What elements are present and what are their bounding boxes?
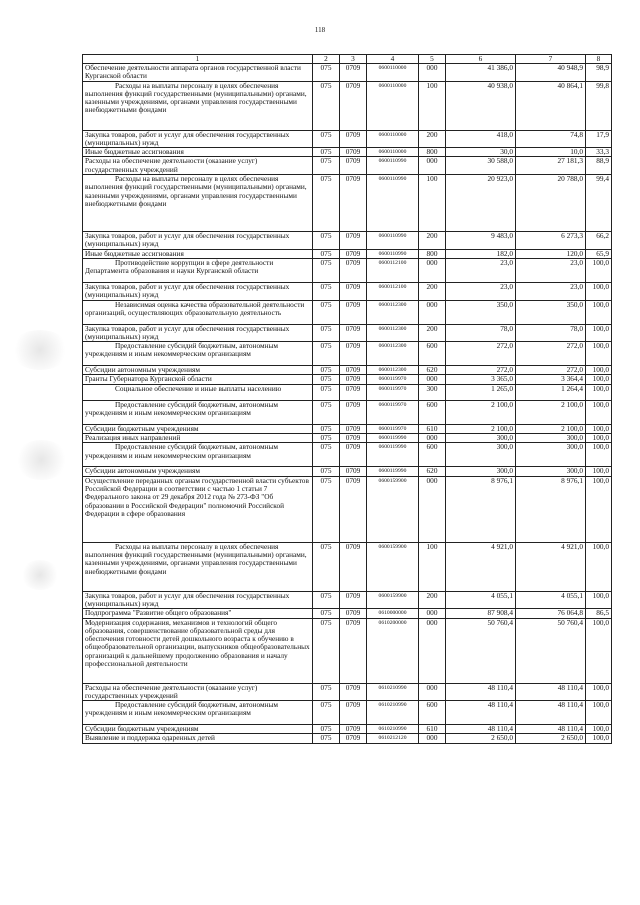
scan-smudge [14,440,69,480]
cell-vr: 100 [419,175,446,232]
cell-plan: 48 110,4 [446,683,516,701]
cell-vr: 000 [419,476,446,542]
cell-csr: 0600112300 [367,342,419,366]
cell-pct: 100,0 [586,591,612,609]
cell-name: Осуществление переданных органам государственной власти субъектов Российской Федерации в соответствии с частью 1 статьи 7 Федерального закона от 29 декабря 2012 года № 273-ФЗ "Об образовании в Российской Федерации" полномочий Российской Федерации в сфере образования [83,476,313,542]
cell-vr: 600 [419,443,446,467]
cell-fact: 300,0 [516,443,586,467]
cell-plan: 4 055,1 [446,591,516,609]
cell-ved: 075 [313,148,340,157]
cell-name: Модернизация содержания, механизмов и технологий общего образования, совершенствование образовательной среды для обеспечения готовности детей дошкольного возраста к обучению в общеобразовательной организации, выпускников общеобразовательных организаций к дальнейшему продолжению образования и началу профессиональной деятельности [83,618,313,683]
cell-csr: 0600119970 [367,375,419,384]
cell-name: Субсидии бюджетным учреждениям [83,424,313,433]
cell-fact: 8 976,1 [516,476,586,542]
cell-ved: 075 [313,81,340,130]
cell-ved: 075 [313,157,340,175]
cell-pct: 100,0 [586,467,612,476]
cell-ved: 075 [313,64,340,82]
cell-ved: 075 [313,375,340,384]
cell-rz: 0709 [340,300,367,324]
cell-vr: 000 [419,300,446,324]
cell-rz: 0709 [340,618,367,683]
cell-rz: 0709 [340,384,367,400]
cell-rz: 0709 [340,542,367,591]
cell-ved: 075 [313,258,340,282]
cell-pct: 98,9 [586,64,612,82]
cell-csr: 0600110990 [367,175,419,232]
cell-vr: 200 [419,591,446,609]
table-row [83,324,612,342]
cell-vr: 800 [419,249,446,258]
cell-csr: 0600112300 [367,324,419,342]
cell-pct: 99,8 [586,81,612,130]
cell-pct: 88,9 [586,157,612,175]
cell-plan: 23,0 [446,282,516,300]
cell-name: Закупка товаров, работ и услуг для обеспечения государственных (муниципальных) нужд [83,324,313,342]
cell-name: Закупка товаров, работ и услуг для обеспечения государственных (муниципальных) нужд [83,130,313,148]
cell-fact: 40 864,1 [516,81,586,130]
cell-rz: 0709 [340,232,367,250]
cell-pct: 100,0 [586,342,612,366]
cell-plan: 2 100,0 [446,424,516,433]
cell-rz: 0709 [340,175,367,232]
cell-plan: 87 908,4 [446,609,516,618]
cell-fact: 27 181,3 [516,157,586,175]
cell-name: Иные бюджетные ассигнования [83,148,313,157]
cell-name: Расходы на обеспечение деятельности (оказание услуг) государственных учреждений [83,683,313,701]
cell-vr: 610 [419,725,446,734]
cell-pct: 100,0 [586,300,612,324]
cell-ved: 075 [313,609,340,618]
table-row [83,434,612,443]
page-number: 118 [314,26,326,34]
cell-fact: 2 650,0 [516,734,586,743]
cell-pct: 100,0 [586,424,612,433]
table-row [83,366,612,375]
cell-pct: 66,2 [586,232,612,250]
cell-pct: 100,0 [586,282,612,300]
cell-name: Расходы на выплаты персоналу в целях обеспечения выполнения функций государственными (муниципальными) органами, казенными учреждениями, органами управления государственными внебюджетными фондами [83,542,313,591]
col-header: 7 [516,55,586,64]
table-row [83,81,612,130]
cell-fact: 10,0 [516,148,586,157]
cell-ved: 075 [313,366,340,375]
cell-name: Закупка товаров, работ и услуг для обеспечения государственных (муниципальных) нужд [83,232,313,250]
cell-ved: 075 [313,324,340,342]
cell-rz: 0709 [340,400,367,424]
cell-pct: 17,9 [586,130,612,148]
cell-vr: 620 [419,366,446,375]
cell-csr: 0600110000 [367,64,419,82]
cell-vr: 100 [419,81,446,130]
cell-csr: 0600110990 [367,249,419,258]
table-row [83,467,612,476]
cell-rz: 0709 [340,148,367,157]
cell-pct: 100,0 [586,434,612,443]
cell-ved: 075 [313,683,340,701]
cell-rz: 0709 [340,683,367,701]
cell-csr: 0600119990 [367,443,419,467]
cell-plan: 50 760,4 [446,618,516,683]
cell-vr: 600 [419,400,446,424]
cell-plan: 40 938,0 [446,81,516,130]
cell-name: Субсидии бюджетным учреждениям [83,725,313,734]
table-row [83,734,612,743]
cell-fact: 23,0 [516,258,586,282]
cell-name: Предоставление субсидий бюджетным, автономным учреждениям и иным некоммерческим организациям [83,443,313,467]
cell-rz: 0709 [340,434,367,443]
cell-name: Расходы на выплаты персоналу в целях обеспечения выполнения функций государственными (муниципальными) органами, казенными учреждениями, органами управления государственными внебюджетными фондами [83,175,313,232]
cell-fact: 78,0 [516,324,586,342]
cell-name: Гранты Губернатора Курганской области [83,375,313,384]
cell-plan: 8 976,1 [446,476,516,542]
cell-csr: 0610210990 [367,725,419,734]
col-header: 4 [367,55,419,64]
cell-ved: 075 [313,476,340,542]
cell-fact: 23,0 [516,282,586,300]
cell-fact: 74,8 [516,130,586,148]
table-row [83,300,612,324]
cell-csr: 0610212120 [367,734,419,743]
cell-fact: 4 055,1 [516,591,586,609]
cell-csr: 0610210990 [367,683,419,701]
table-row [83,424,612,433]
cell-ved: 075 [313,342,340,366]
cell-fact: 2 100,0 [516,424,586,433]
cell-rz: 0709 [340,476,367,542]
cell-rz: 0709 [340,424,367,433]
cell-name: Субсидии автономным учреждениям [83,467,313,476]
cell-ved: 075 [313,542,340,591]
cell-rz: 0709 [340,701,367,725]
cell-pct: 100,0 [586,618,612,683]
cell-fact: 300,0 [516,467,586,476]
cell-plan: 182,0 [446,249,516,258]
table-row [83,542,612,591]
table-row [83,609,612,618]
cell-plan: 30 588,0 [446,157,516,175]
cell-csr: 0600112100 [367,258,419,282]
table-body [83,64,612,744]
cell-ved: 075 [313,618,340,683]
table-row [83,232,612,250]
cell-pct: 100,0 [586,701,612,725]
cell-csr: 0600110000 [367,148,419,157]
table-row [83,157,612,175]
table-row [83,282,612,300]
cell-csr: 0600119970 [367,424,419,433]
cell-vr: 200 [419,324,446,342]
cell-plan: 30,0 [446,148,516,157]
cell-csr: 0600110000 [367,130,419,148]
cell-csr: 0600119990 [367,434,419,443]
cell-name: Расходы на обеспечение деятельности (оказание услуг) государственных учреждений [83,157,313,175]
cell-plan: 48 110,4 [446,725,516,734]
cell-name: Независимая оценка качества образовательной деятельности организаций, осуществляющих образовательную деятельность [83,300,313,324]
cell-plan: 2 100,0 [446,400,516,424]
col-header: 8 [586,55,612,64]
table-row [83,683,612,701]
cell-vr: 000 [419,434,446,443]
cell-fact: 1 264,4 [516,384,586,400]
cell-csr: 0600112300 [367,300,419,324]
cell-pct: 100,0 [586,258,612,282]
scan-smudge [20,560,60,590]
cell-vr: 000 [419,734,446,743]
cell-rz: 0709 [340,258,367,282]
cell-name: Предоставление субсидий бюджетным, автономным учреждениям и иным некоммерческим организациям [83,701,313,725]
table-row [83,701,612,725]
table-row [83,443,612,467]
cell-ved: 075 [313,434,340,443]
cell-name: Социальное обеспечение и иные выплаты населению [83,384,313,400]
cell-ved: 075 [313,300,340,324]
col-header: 1 [83,55,313,64]
cell-rz: 0709 [340,591,367,609]
cell-fact: 50 760,4 [516,618,586,683]
cell-plan: 41 386,0 [446,64,516,82]
cell-ved: 075 [313,443,340,467]
cell-ved: 075 [313,175,340,232]
table-row [83,725,612,734]
cell-rz: 0709 [340,324,367,342]
cell-pct: 100,0 [586,734,612,743]
cell-ved: 075 [313,734,340,743]
cell-pct: 99,4 [586,175,612,232]
cell-fact: 20 788,0 [516,175,586,232]
cell-rz: 0709 [340,282,367,300]
cell-rz: 0709 [340,64,367,82]
cell-fact: 272,0 [516,366,586,375]
cell-fact: 350,0 [516,300,586,324]
cell-fact: 3 364,4 [516,375,586,384]
table-row [83,249,612,258]
cell-fact: 76 064,8 [516,609,586,618]
table-row [83,618,612,683]
cell-rz: 0709 [340,443,367,467]
cell-name: Закупка товаров, работ и услуг для обеспечения государственных (муниципальных) нужд [83,282,313,300]
cell-name: Закупка товаров, работ и услуг для обеспечения государственных (муниципальных) нужд [83,591,313,609]
cell-fact: 40 948,9 [516,64,586,82]
cell-pct: 100,0 [586,542,612,591]
cell-plan: 23,0 [446,258,516,282]
cell-csr: 0610210990 [367,701,419,725]
cell-rz: 0709 [340,81,367,130]
cell-fact: 2 100,0 [516,400,586,424]
cell-name: Реализация иных направлений [83,434,313,443]
cell-vr: 800 [419,148,446,157]
cell-name: Обеспечение деятельности аппарата органов государственной власти Курганской области [83,64,313,82]
cell-plan: 9 483,0 [446,232,516,250]
cell-rz: 0709 [340,157,367,175]
cell-plan: 300,0 [446,467,516,476]
cell-plan: 418,0 [446,130,516,148]
table-row [83,64,612,82]
header-row [83,55,612,64]
cell-ved: 075 [313,467,340,476]
budget-table [82,54,612,744]
cell-csr: 0600110990 [367,232,419,250]
cell-csr: 0600110990 [367,157,419,175]
cell-ved: 075 [313,424,340,433]
table-row [83,258,612,282]
cell-rz: 0709 [340,734,367,743]
table-row [83,342,612,366]
cell-pct: 33,3 [586,148,612,157]
cell-fact: 4 921,0 [516,542,586,591]
cell-vr: 600 [419,342,446,366]
cell-name: Расходы на выплаты персоналу в целях обеспечения выполнения функций государственными (муниципальными) органами, казенными учреждениями, органами управления государственными внебюджетными фондами [83,81,313,130]
cell-pct: 100,0 [586,443,612,467]
cell-vr: 000 [419,64,446,82]
cell-fact: 48 110,4 [516,683,586,701]
cell-vr: 000 [419,618,446,683]
cell-rz: 0709 [340,375,367,384]
cell-plan: 272,0 [446,342,516,366]
cell-csr: 0610000000 [367,609,419,618]
table-row [83,384,612,400]
cell-plan: 350,0 [446,300,516,324]
cell-rz: 0709 [340,467,367,476]
cell-name: Выявление и поддержка одаренных детей [83,734,313,743]
cell-vr: 300 [419,384,446,400]
cell-ved: 075 [313,400,340,424]
cell-plan: 1 265,0 [446,384,516,400]
cell-ved: 075 [313,591,340,609]
col-header: 6 [446,55,516,64]
cell-csr: 0600110000 [367,81,419,130]
cell-plan: 78,0 [446,324,516,342]
cell-name: Противодействие коррупции в сфере деятельности Департамента образования и науки Курганской области [83,258,313,282]
table-row [83,400,612,424]
cell-plan: 20 923,0 [446,175,516,232]
cell-ved: 075 [313,282,340,300]
cell-name: Субсидии автономным учреждениям [83,366,313,375]
cell-vr: 200 [419,130,446,148]
cell-fact: 48 110,4 [516,701,586,725]
cell-csr: 0610200000 [367,618,419,683]
table-row [83,175,612,232]
cell-ved: 075 [313,130,340,148]
cell-plan: 272,0 [446,366,516,375]
cell-rz: 0709 [340,725,367,734]
cell-pct: 100,0 [586,400,612,424]
cell-pct: 100,0 [586,725,612,734]
cell-csr: 0600119990 [367,467,419,476]
cell-fact: 6 273,3 [516,232,586,250]
cell-plan: 2 650,0 [446,734,516,743]
cell-name: Предоставление субсидий бюджетным, автономным учреждениям и иным некоммерческим организациям [83,400,313,424]
cell-pct: 100,0 [586,375,612,384]
cell-pct: 100,0 [586,366,612,375]
cell-ved: 075 [313,701,340,725]
table-row [83,476,612,542]
cell-vr: 100 [419,542,446,591]
cell-plan: 300,0 [446,443,516,467]
cell-plan: 3 365,0 [446,375,516,384]
cell-pct: 100,0 [586,476,612,542]
cell-csr: 0600159900 [367,591,419,609]
cell-pct: 100,0 [586,384,612,400]
cell-rz: 0709 [340,609,367,618]
cell-vr: 610 [419,424,446,433]
cell-name: Иные бюджетные ассигнования [83,249,313,258]
cell-rz: 0709 [340,249,367,258]
cell-plan: 300,0 [446,434,516,443]
cell-rz: 0709 [340,366,367,375]
table-row [83,591,612,609]
cell-vr: 000 [419,683,446,701]
cell-vr: 600 [419,701,446,725]
cell-plan: 48 110,4 [446,701,516,725]
cell-pct: 100,0 [586,683,612,701]
cell-csr: 0600119970 [367,400,419,424]
cell-vr: 200 [419,232,446,250]
table-row [83,148,612,157]
cell-name: Предоставление субсидий бюджетным, автономным учреждениям и иным некоммерческим организациям [83,342,313,366]
cell-csr: 0600112100 [367,282,419,300]
cell-name: Подпрограмма "Развитие общего образования" [83,609,313,618]
cell-ved: 075 [313,249,340,258]
cell-rz: 0709 [340,342,367,366]
cell-vr: 200 [419,282,446,300]
cell-vr: 000 [419,609,446,618]
cell-fact: 272,0 [516,342,586,366]
cell-csr: 0600119970 [367,384,419,400]
cell-ved: 075 [313,725,340,734]
cell-plan: 4 921,0 [446,542,516,591]
cell-csr: 0600159900 [367,542,419,591]
table-row [83,130,612,148]
cell-vr: 620 [419,467,446,476]
cell-rz: 0709 [340,130,367,148]
scan-smudge [10,330,70,370]
cell-csr: 0600112300 [367,366,419,375]
cell-fact: 300,0 [516,434,586,443]
cell-pct: 86,5 [586,609,612,618]
col-header: 3 [340,55,367,64]
col-header: 5 [419,55,446,64]
cell-vr: 000 [419,258,446,282]
cell-csr: 0600159900 [367,476,419,542]
cell-fact: 120,0 [516,249,586,258]
cell-pct: 100,0 [586,324,612,342]
cell-ved: 075 [313,232,340,250]
col-header: 2 [313,55,340,64]
table-row [83,375,612,384]
cell-vr: 000 [419,157,446,175]
cell-pct: 65,9 [586,249,612,258]
cell-ved: 075 [313,384,340,400]
cell-vr: 000 [419,375,446,384]
cell-fact: 48 110,4 [516,725,586,734]
